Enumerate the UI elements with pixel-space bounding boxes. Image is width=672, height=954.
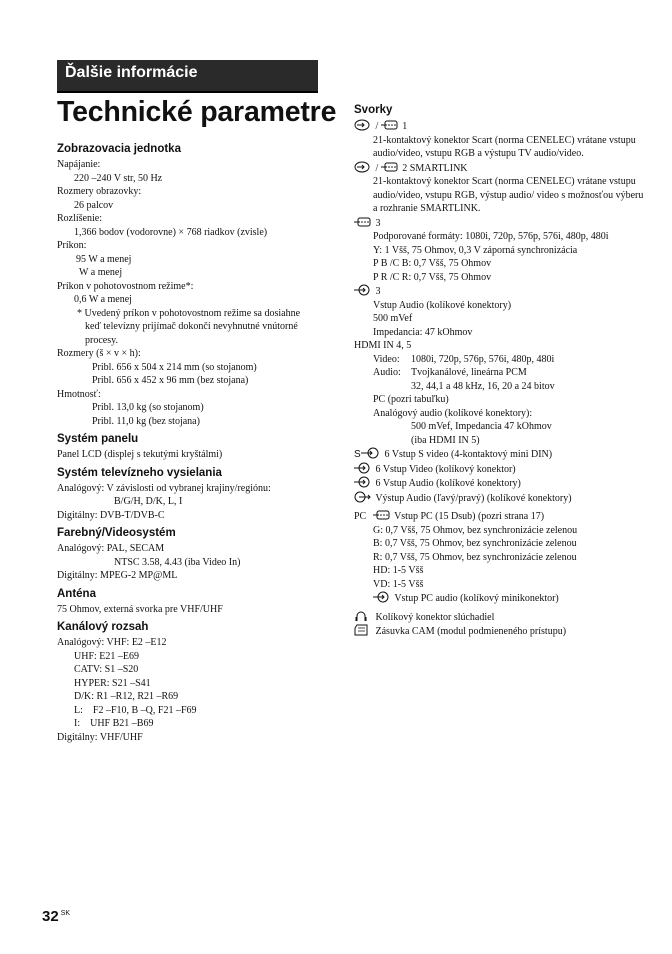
spec-line: 1,366 bodov (vodorovne) × 768 riadkov (zvisle) xyxy=(74,226,268,238)
spec-line: Vstup Audio (kolíkové konektory) xyxy=(373,299,512,311)
language-code: SK xyxy=(60,910,71,917)
headphones-text: Kolíkový konektor slúchadiel xyxy=(375,611,495,623)
spec-line: Analógový audio (kolíkové konektory): xyxy=(373,407,533,419)
spec-line: B/G/H, D/K, L, I xyxy=(114,496,183,507)
cam-text: Zásuvka CAM (modul podmieneného prístupu) xyxy=(375,626,567,637)
heading-antenna: Anténa xyxy=(57,587,96,600)
spec-line: Digitálny: MPEG-2 MP@ML xyxy=(57,570,178,581)
pc-audio-text: Vstup PC audio (kolíkový minikonektor) xyxy=(394,593,559,604)
scart1-row xyxy=(354,119,644,134)
hdmi-video-label: Video: xyxy=(373,353,400,365)
spec-line: 220 –240 V str, 50 Hz xyxy=(74,172,163,184)
heading-terminals: Svorky xyxy=(354,104,393,116)
heading-panel: Systém panelu xyxy=(57,433,139,445)
spec-line: PC (pozri tabuľku) xyxy=(373,394,449,405)
hdmi-video xyxy=(354,353,644,367)
banner-text: Ďalšie informácie xyxy=(65,64,198,81)
spec-line: Impedancia: 47 kOhmov xyxy=(373,326,473,338)
audio-input-icon xyxy=(354,284,371,296)
audio3-row xyxy=(354,284,644,299)
spec-line: Napájanie: xyxy=(57,159,101,170)
spec-line: Pribl. 656 x 452 x 96 mm (bez stojana) xyxy=(92,375,249,386)
scart1-slash: / xyxy=(375,121,379,132)
av-input-icon xyxy=(354,161,371,173)
spec-line: Rozmery (š × v × h): xyxy=(57,348,141,359)
spec-line: Príkon: xyxy=(57,240,87,251)
spec-line: UHF: E21 –E69 xyxy=(74,650,139,662)
spec-line: P R /C R: 0,7 Všš, 75 Ohmov xyxy=(373,271,492,283)
spec-line: Digitálny: DVB-T/DVB-C xyxy=(57,509,165,521)
page-title: Technické parametre xyxy=(57,96,337,128)
svideo-text: 6 Vstup S video (4-kontaktový mini DIN) xyxy=(384,449,553,460)
svg-text:S: S xyxy=(354,449,361,459)
spec-line: HYPER: S21 –S41 xyxy=(74,677,151,689)
component-row xyxy=(354,216,644,231)
spec-line: 32, 44,1 a 48 kHz, 16, 20 a 24 bitov xyxy=(411,380,555,392)
spec-line: Panel LCD (displej s tekutými kryštálmi) xyxy=(57,449,223,460)
spec-line: Pribl. 656 x 504 x 214 mm (so stojanom) xyxy=(92,361,257,373)
pc-audio-row xyxy=(354,591,644,606)
heading-broadcast: Systém televízneho vysielania xyxy=(57,466,222,479)
hdmi-audio-value: Tvojkanálové, lineárna PCM xyxy=(411,367,527,378)
spec-line: Y: 1 Všš, 75 Ohmov, 0,3 V záporná synchronizácia xyxy=(373,244,578,256)
right-column xyxy=(354,102,644,639)
spec-line: NTSC 3.58, 4.43 (iba Video In) xyxy=(114,556,241,568)
spec-line: 75 Ohmov, externá svorka pre VHF/UHF xyxy=(57,603,223,615)
cam-row xyxy=(354,624,644,639)
scart-output-icon xyxy=(381,161,398,173)
page-footer xyxy=(42,908,70,926)
s-video-icon xyxy=(354,447,380,459)
spec-footnote: * Uvedený príkon v pohotovostnom režime sa dosiahne keď televízny prijímač dokončí nevyhnutné vnútorné procesy. xyxy=(77,307,301,346)
heading-channels: Kanálový rozsah xyxy=(57,621,149,633)
video6-text: 6 Vstup Video (kolíkový konektor) xyxy=(375,463,516,475)
spec-line: W a menej xyxy=(79,267,123,278)
audio6-text: 6 Vstup Audio (kolíkové konektory) xyxy=(375,478,521,489)
component-number: 3 xyxy=(375,217,381,229)
audioout-row xyxy=(354,491,644,506)
spec-line: Rozlíšenie: xyxy=(57,213,102,224)
spec-line: 500 mVef, Impedancia 47 kOhmov xyxy=(411,421,552,432)
spec-line: Hmotnosť: xyxy=(57,388,101,400)
page-number: 32 xyxy=(42,908,59,925)
audio-input-icon xyxy=(354,476,371,488)
spec-line: Analógový: V závislosti od vybranej krajiny/regiónu: xyxy=(57,482,271,494)
pc-label: PC xyxy=(354,511,367,522)
spec-line: 21-kontaktový konektor Scart (norma CENELEC) vrátane vstupu audio/video, vstupu RGB, výstup audio/ video s možnosťou výberu a rozhranie SMARTLINK. xyxy=(373,176,644,214)
section-banner xyxy=(57,60,318,93)
spec-line: Digitálny: VHF/UHF xyxy=(57,731,143,743)
audio3-number: 3 xyxy=(375,286,381,297)
headphones-icon xyxy=(354,610,371,622)
heading-color: Farebný/Videosystém xyxy=(57,527,176,539)
av-input-icon xyxy=(354,119,371,131)
spec-line: 500 mVef xyxy=(373,313,413,324)
spec-line: HD: 1-5 Všš xyxy=(373,565,424,576)
audio-output-icon xyxy=(354,491,371,503)
spec-line: Analógový: VHF: E2 –E12 xyxy=(57,637,167,648)
video6-row xyxy=(354,462,644,477)
left-column xyxy=(57,138,332,744)
headphones-row xyxy=(354,610,644,625)
hdmi-audio xyxy=(354,366,644,380)
spec-line: CATV: S1 –S20 xyxy=(74,664,139,675)
spec-line: 0,6 W a menej xyxy=(74,294,132,305)
hdmi-title: HDMI IN 4, 5 xyxy=(354,340,412,351)
spec-line: VD: 1-5 Všš xyxy=(373,578,424,590)
cam-slot-icon xyxy=(354,624,371,636)
spec-line: D/K: R1 –R12, R21 –R69 xyxy=(74,691,179,702)
scart2-number: 2 SMARTLINK xyxy=(402,162,468,174)
spec-line: Analógový: PAL, SECAM xyxy=(57,543,165,554)
video-input-icon xyxy=(354,462,371,474)
spec-line: P B /C B: 0,7 Všš, 75 Ohmov xyxy=(373,258,492,269)
component-input-icon xyxy=(354,216,371,228)
scart1-number: 1 xyxy=(402,121,408,132)
audioout-text: Výstup Audio (ľavý/pravý) (kolíkové konektory) xyxy=(375,492,572,504)
pc-row xyxy=(354,509,644,524)
scart-output-icon xyxy=(381,119,398,131)
spec-line: Príkon v pohotovostnom režime*: xyxy=(57,280,194,292)
hdmi-video-value: 1080i, 720p, 576p, 576i, 480p, 480i xyxy=(411,353,555,365)
spec-line: 21-kontaktový konektor Scart (norma CENELEC) vrátane vstupu audio/video, vstupu RGB a výstupu TV audio/video. xyxy=(373,134,636,159)
spec-line: Podporované formáty: 1080i, 720p, 576p, 576i, 480p, 480i xyxy=(373,231,609,242)
scart2-slash: / xyxy=(375,162,379,174)
spec-line: Rozmery obrazovky: xyxy=(57,186,142,197)
audio6-row xyxy=(354,476,644,491)
spec-line: I: UHF B21 –B69 xyxy=(74,718,154,729)
heading-display: Zobrazovacia jednotka xyxy=(57,143,181,155)
svideo-row xyxy=(354,447,644,462)
scart2-row xyxy=(354,161,644,176)
spec-line: G: 0,7 Všš, 75 Ohmov, bez synchronizácie zelenou xyxy=(373,524,578,536)
hdmi-audio-label: Audio: xyxy=(373,367,401,378)
spec-line: B: 0,7 Všš, 75 Ohmov, bez synchronizácie zelenou xyxy=(373,538,577,549)
audio-input-icon xyxy=(373,591,390,603)
spec-line: 26 palcov xyxy=(74,199,114,211)
spec-line: Pribl. 13,0 kg (so stojanom) xyxy=(92,402,204,413)
spec-line: L: F2 –F10, B –Q, F21 –F69 xyxy=(74,704,197,716)
pc-input-icon xyxy=(373,509,390,521)
pc-text: Vstup PC (15 Dsub) (pozri strana 17) xyxy=(394,511,545,522)
spec-line: (iba HDMI IN 5) xyxy=(411,434,480,446)
spec-line: R: 0,7 Všš, 75 Ohmov, bez synchronizácie zelenou xyxy=(373,551,577,563)
spec-line: 95 W a menej xyxy=(76,253,132,265)
spec-line: Pribl. 11,0 kg (bez stojana) xyxy=(92,415,200,427)
